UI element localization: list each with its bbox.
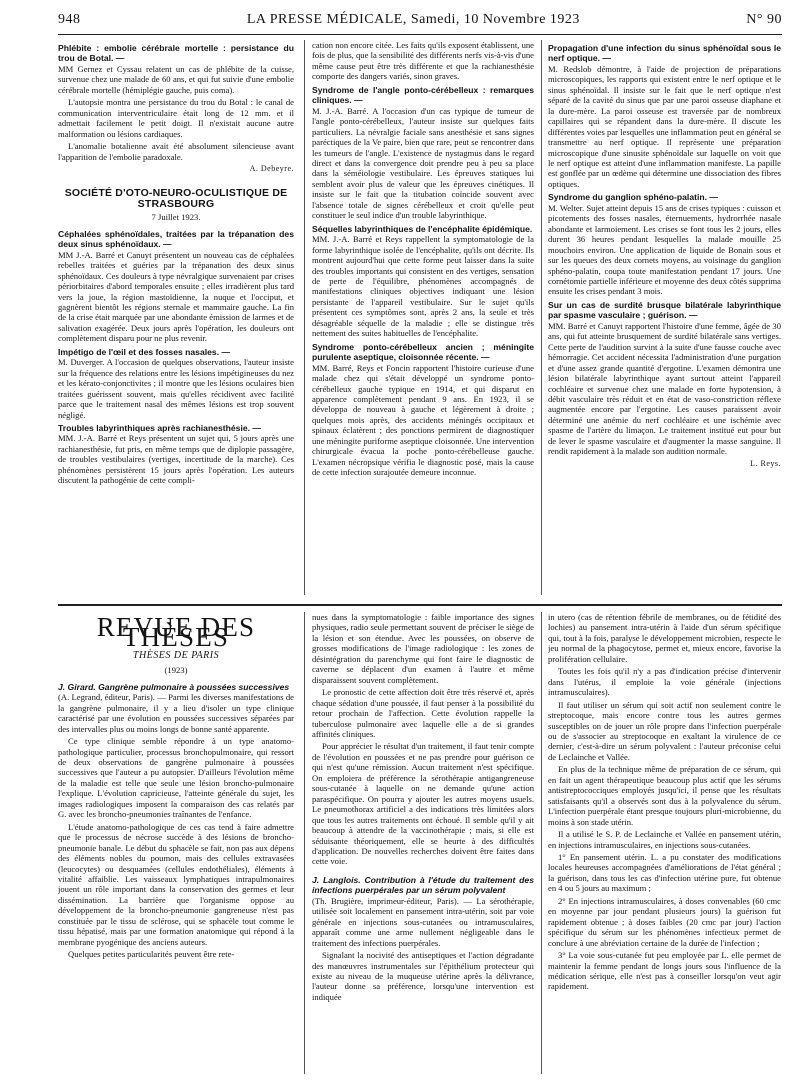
column-divider (304, 612, 305, 1074)
paragraph: En plus de la technique même de préparation de ce sérum, qui en fait un agent thérapeutique beaucoup plus actif que les sérums antistreptococciques employés jusqu'ici, il pense que les résultats satisfaisants qu'il a observés sont dus à la polyvalence du sérum. L'infection puerpérale étant presque toujours pluri-microbienne, du moins à son stade utérin. (548, 764, 781, 827)
column-1 (58, 40, 294, 600)
column-divider (304, 40, 305, 595)
theses-column-3 (548, 612, 781, 1077)
section-year: (1923) (164, 665, 188, 676)
thesis-body: (A. Legrand, éditeur, Paris). — Parmi les diverses manifestations de la gangrène pulmonaire, il y a lieu d'isoler un type clinique caractérisé par une évolution en poussées successives séparées par des intervalles plus ou moins longs de bonne santé apparente. (58, 692, 294, 734)
column-3 (548, 40, 781, 600)
paragraph: Signalant la nocivité des antiseptiques et l'action dégradante des manœuvres instrumentales sur l'épithélium protecteur qui existe au niveau de la muqueuse utérine après la délivrance, l'auteur donne sa préférence, lorsqu'une intervention est indiquée (312, 950, 534, 1002)
report-title: Impétigo de l'œil et des fosses nasales. — (58, 346, 231, 357)
thesis-body: (Th. Brugière, imprimeur-éditeur, Paris). — La sérothérapie, utilisée soit localement en pansement intra-utérin, soit par voie générale en injections sous-cutanées ou intramusculaires, apparaît comme une arme nullement négligeable dans le traitement des infections puerpérales. (312, 895, 534, 948)
thesis-title: J. Langlois. Contribution à l'étude du traitement des infections puerpérales par un sérum polyvalent (312, 874, 534, 896)
section-title: REVUE DES THÈSES (96, 612, 256, 653)
paragraph: 2° En injections intramusculaires, à doses convenables (60 cmc en moyenne par jour pendant plusieurs jours) la guérison fut rapidement obtenue ; à doses faibles (20 cmc par jour) l'action spécifique du sérum sur les phénomènes infectieux permet de conclure à une abréviation certaine de la durée de l'infection ; (548, 895, 781, 948)
thesis-title: J. Girard. Gangrène pulmonaire à poussées successives (58, 681, 290, 692)
paragraph: 1° En pansement utérin. L. a pu constater des modifications locales heureuses accompagnées d'améliorations de l'état général ; la guérison, dans tous les cas d'infection utérine pure, fut obtenue en 4 ou 5 jours au maximum ; (548, 851, 781, 894)
report-body: MM. J.-A. Barré et Reys rappellent la symptomatologie de la forme labyrinthique isolée de l'encéphalite, qu'ils ont décrite. Ils montrent aujourd'hui que cette forme peut laisser dans la suite des troubles importants qui consistent en des vertiges, sensation de perte de l'équilibre, phénomènes accompagnés de manifestations cliniques objectives indiquant une lésion persistante de l'appareil vestibulaire. Sur le sujet qu'ils présentent ces symptômes sont, après 2 ans, la seule et très désagréable séquelle de la maladie ; elle se distingue très nettement des suites habituelles de l'encéphalite. (312, 234, 534, 339)
paragraph: Il a utilisé le S. P. de Leclainche et Vallée en pansement utérin, en injections intramusculaires, en injections sous-cutanées. (548, 829, 781, 850)
page-number: 948 (58, 12, 81, 27)
paragraph: L'autopsie montra une persistance du trou du Botal : le canal de communication interventriculaire était long de 12 mm. et il admettait facilement le petit doigt. Il n'existait aucune autre malformation ou lésions cardiaques. (58, 97, 294, 139)
column-divider (541, 612, 542, 1074)
session-date: 7 Juillet 1923. (151, 212, 201, 223)
theses-column-1 (58, 612, 294, 1077)
report-body: M. Redslob démontre, à l'aide de projection de préparations microscopiques, les rapports qui existent entre le nerf optique et le sinus sphénoïdal. Il insiste sur le fait que le nerf optique n'est séparé de la cavité du sinus que par une paroi osseuse diaphane et la dure-mère. La paroi osseuse est traversée par de nombreux capillaires qui se répandent dans la dure-mère. Il discute les différentes voies par lesquelles une inflammation peut en général se transmettre au nerf optique. Il représente une préparation microscopique d'une sinusite sphénoïdale sur laquelle on voit que le nerf optique est atteint d'une inflammation manifeste. La papille est gonflée par un œdème qui détermine une dissociation des fibres optiques. (548, 63, 781, 189)
theses-column-2 (312, 612, 534, 1077)
paragraph: Pour apprécier le résultat d'un traitement, il faut tenir compte de l'évolution en poussées et ne pas prendre pour guérison ce qui n'est qu'une rémission. Aucun traitement n'est spécifique. On emploiera de préférence la sérothérapie antigangreneuse sous-cutanée à laquelle on ne demande qu'une action paraspécifique. On pourra y ajouter les autres moyens usuels. Le pneumothorax artificiel a des indications très limitées alors que tous les autres traitements ont échoué. Il semble qu'il y ait beaucoup à attendre de la vaccinothérapie ; mais, si elle est séduisante théoriquement, elle se heurte à des difficultés d'application. De nouvelles recherches doivent être faites dans cette voie. (312, 741, 534, 867)
report-body: M. J.-A. Barré. A l'occasion d'un cas typique de tumeur de l'angle ponto-cérébelleux, l'auteur insiste sur quelques faits particuliers. La névralgie faciale sans anesthésie et sans signes paréctiques de la Ve paire, bien que rare, peut se rencontrer dans les tumeurs de l'angle. L'existence de nystagmus dans le regard direct et dans la convergence doit prendre peu à peu sa place dans la séméiologie vestibulaire. Les épreuves statiques lui semblent avoir plus de valeur que les épreuves cinétiques. Il insiste sur le fait que la titubation coïncide souvent avec l'absence totale de signes cérébelleux et croit qu'elle peut constituer le seul indice d'un trouble labyrinthique. (312, 105, 534, 221)
report-title-phlebite: Phlébite : embolie cérébrale mortelle : persistance du trou de Botal. — (58, 43, 294, 64)
paragraph: 3° La voie sous-cutanée fut peu employée par L. elle permet de maintenir la femme pendant de longs jours sous l'influence de la médication sérique, elle n'est pas à conseiller lorsqu'on veut agir rapidement. (548, 950, 781, 992)
paragraph: in utero (cas de rétention fébrile de membranes, ou de fétidité des lochies) au pansement intra-utérin à l'aide d'un sérum spécifique qui, tout à la fois, paralyse le développement microbien, respecte le jeu normal de la phagocytose, permet et, mieux encore, favorise la prolifération cellulaire. (548, 612, 781, 664)
report-body: M. Duverger. A l'occasion de quelques observations, l'auteur insiste sur la fréquence des relations entre les lésions impétigineuses du nez et les kérato-conjonctivites ; il montre que les lésions oculaires bien traitées guérissent souvent, mais qu'elles récidivent avec facilité parce que le traitement nasal des mêmes lésions est trop souvent négligé. (58, 357, 294, 420)
signature: L. Reys. (750, 458, 781, 468)
paragraph: Quelques petites particularités peuvent être rete- (68, 949, 235, 960)
society-heading: SOCIÉTÉ D'OTO-NEURO-OCULISTIQUE DE STRASBOURG (64, 187, 288, 210)
report-body: MM. Barré, Reys et Foncin rapportent l'histoire curieuse d'une malade chez qui s'était développé un syndrome ponto-cérébelleux gauche typique en 1914, et qui disparut en apparence complètement pendant 9 ans. En 1923, il se développa de nouveau à gauche et légèrement à droite ; quelques mois après, des accidents méningés occipitaux et spinaux éclatèrent ; des ponctions permirent de diagnostiquer une méningite puriforme aseptique cloisonnée. Une intervention chirurgicale évacua la poche ponto-cérébelleuse gauche. L'examen nécropsique vérifia le diagnostic posé, mais la cause de cette infection surajoutée demeure inconnue. (312, 362, 534, 478)
report-body: MM J.-A. Barré et Canuyt présentent un nouveau cas de céphalées rebelles traitées et guéries par la trépanation des deux sinus sphénoïdaux. Ces douleurs à type névralgique survenaient par crises périorbitaires d'abord temporales ensuite ; elles irradièrent plus tard vers la joue, la région mastoïdienne, la nuque et l'occiput, et gagnèrent bientôt les régions sternale et mammaire gauche. La fin de la crise était marquée par une abondante émission de larmes et de salivation exagérée. Deux jours après l'opération, les douleurs ont complètement disparu pour ne plus revenir. (58, 249, 294, 344)
report-body: M. Welter. Sujet atteint depuis 15 ans de crises typiques : cuisson et picotements des fosses nasales, éternuements, hydrorrhée nasale abondante et larmoiement. Les crises se font tous les 2 jours, elles durent 36 heures pendant lesquelles la malade mouille 25 mouchoirs environ. Une application de liquide de Bonain sous et sur les queues des deux cornets moyens, au voisinage du ganglion sphéno-palatin, coupa toute manifestation pendant 17 jours. Une cornétomie partielle inférieure et moyenne des deux côtés supprima ensuite les crises pendant 3 mois. (548, 202, 781, 297)
column-divider (541, 40, 542, 595)
report-body: MM. J.-A. Barré et Reys présentent un sujet qui, 5 jours après une rachianesthésie, fut pris, en même temps que de diplopie passagère, de troubles vestibulaires (vertiges, incertitude de la marche). Ces phénomènes persistèrent 15 jours après l'opération. Les auteurs discutent la pathogénie de cette compli- (58, 433, 294, 486)
report-title: Syndrome du ganglion sphéno-palatin. — (548, 192, 718, 203)
report-title: Céphalées sphénoïdales, traitées par la trépanation des deux sinus sphénoïdaux. — (58, 228, 294, 250)
signature: A. Debeyre. (249, 163, 294, 173)
report-body: MM. Barré et Canuyt rapportent l'histoire d'une femme, âgée de 30 ans, qui fut atteinte brusquement de surdité bilatérale sans vertiges. Cette perte de l'audition survint à la suite d'une fausse couche avec hémorragie. Cet accident nécessita l'administration d'une purgation et d'une assez grande quantité d'ergotine. L'examen démontra une lésion bilatérale labyrinthique ayant surtout atteint l'appareil cochléaire et survenue chez une malade en forte hypotension, à débit vasculaire très réduit et en état de vaso-constriction réflexe augmentée encore par l'ergotine. Les causes paraissent avoir déterminé une anémie du nerf cochléaire et une ischémie avec spasme de l'artère du limaçon. Le traitement institué eut pour but de lever le spasme vasculaire et d'augmenter la masse sanguine. Il rendit rapidement à la malade son audition normale. (548, 320, 781, 457)
report-title: Syndrome de l'angle ponto-cérébelleux : remarques cliniques. — (312, 84, 534, 106)
report-title: Syndrome ponto-cérébelleux ancien ; méningite purulente aseptique, cloisonnée récente. — (312, 341, 534, 363)
journal-title: LA PRESSE MÉDICALE, Samedi, 10 Novembre 1923 (246, 12, 580, 27)
report-title: Propagation d'une infection du sinus sphénoïdal sous le nerf optique. — (548, 43, 781, 64)
report-title: Sur un cas de surdité brusque bilatérale labyrinthique par spasme vasculaire ; guérison. — (548, 299, 781, 321)
paragraph: Toutes les fois qu'il n'y a pas d'indication précise d'intervenir dans l'utérus, il emploie la voie générale (injections intramusculaires). (548, 666, 781, 698)
paragraph: L'anomalie botalienne avait été absolument silencieuse avant l'apparition de l'embolie paradoxale. (58, 141, 294, 162)
issue-number: N° 90 (746, 12, 782, 27)
page-header (58, 12, 782, 32)
paragraph: nues dans la symptomatologie : faible importance des signes physiques, radio seule permettant souvent de préciser le siège de la lésion et son étendue. Avec les poussées, on observe de grosses modifications de l'image radiologique : les zones de désintégration du parenchyme qui font faire le diagnostic de caverne se déplacent d'un examen à l'autre et même disparaissent souvent complètement. (312, 612, 534, 685)
paragraph: Le pronostic de cette affection doit être très réservé et, après chaque sédation d'une poussée, il faut penser à la possibilité du retour prochain de l'affection. Cette évolution rappelle la tuberculose pulmonaire avec laquelle elle a de si grandes affinités cliniques. (312, 687, 534, 739)
header-rule (58, 34, 782, 35)
paragraph: Il faut utiliser un sérum qui soit actif non seulement contre le streptocoque, mais encore contre tous les autres germes susceptibles on de jouer un rôle propre dans l'infection puerpérale ou de s'associer au streptocoque en exaltant la virulence de ce dernier, c'est-à-dire un sérum polyvalent : l'auteur préconise celui de Leclainche et Vallée. (548, 699, 781, 762)
report-title: Séquelles labyrinthiques de l'encéphalite épidémique. (312, 223, 533, 234)
section-rule (58, 604, 782, 606)
paragraph: Ce type clinique semble répondre à un type anatomo-pathologique particulier, processus bronchopulmonaire, qui ressort de deux observations de gangrène pulmonaire à poussées successives que l'auteur a pu autopsier. D'ailleurs l'évolution même de la maladie est telle que seule une lésion broncho-pulmonaire l'explique. L'évolution capricieuse, l'atteinte générale du sujet, les images radiologiques imposent la comparaison des cas relatés par G. avec les broncho-pneumonies traînantes de l'enfance. (58, 736, 294, 820)
report-title: Troubles labyrinthiques après rachianesthésie. — (58, 422, 261, 433)
paragraph: L'étude anatomo-pathologique de ces cas tend à faire admettre que le processus de nécrose succède à des lésions de broncho-pneumonie banale. Le début du sphacèle se fait, non pas aux dépens des éléments nobles du poumon, mais des cellules extravasées (leucocytes) ou desquamées (cellules endothéliales), éléments à vitalité affaiblie. Les vaisseaux lymphatiques intrapulmonaires jouent un rôle important dans la conservation des germes et leur dissémination. La barrière que l'organisme oppose au développement de la broncho-pneumonie gangreneuse n'est pas constituée par le tissu de sclérose, qui se sphacèle tout comme le tissu hépatisé, mais par une formation anatomique qui répond à la membrane pyogénique des anciens auteurs. (58, 821, 294, 947)
paragraph: cation non encore citée. Les faits qu'ils exposent établissent, une fois de plus, que la sensibilité des différents nerfs vis-à-vis d'une même cause peut être très différente et que la rachianesthésie comporte des dangers variés, sinon graves. (312, 40, 534, 82)
section-subtitle: THÈSES DE PARIS (132, 649, 220, 661)
report-body-phlebite: MM Gernez et Cyssau relatent un cas de phlébite de la cuisse, survenue chez une malade de 60 ans, et qui fut suivie d'une embolie cérébrale mortelle (hémiplégie gauche, puis coma). (58, 63, 294, 95)
column-2 (312, 40, 534, 600)
